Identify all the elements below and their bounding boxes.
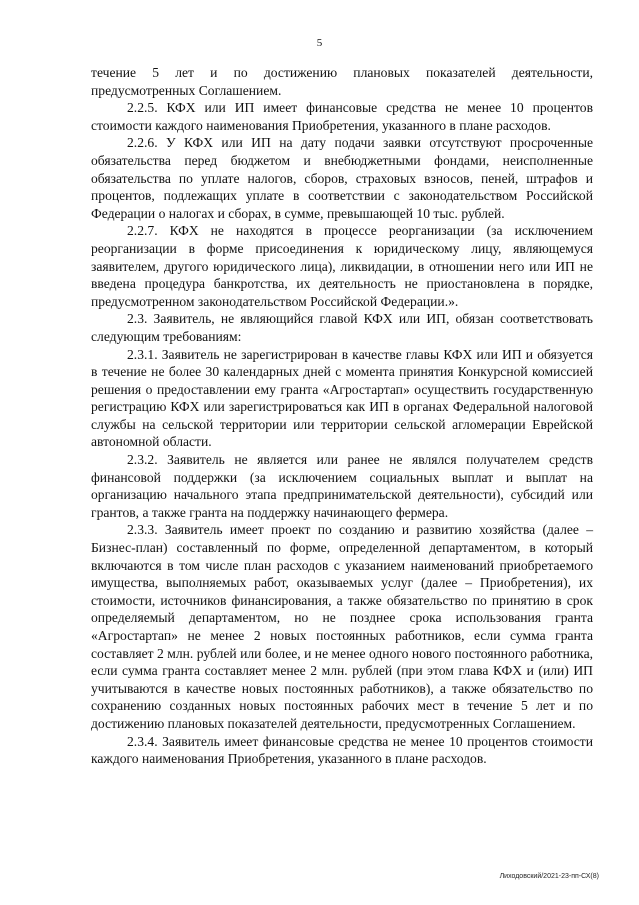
paragraph: 2.3.3. Заявитель имеет проект по созданию и развитию хозяйства (далее – Бизнес-план) составленный по форме, определенной департаментом, в который включаются в том числе план расходов с указанием наименований приобретаемого имущества, выполняемых работ, оказываемых услуг (далее – Приобретения), их стоимости, источников финансирования, а также обязательство по принятию в срок определяемый департаментом, но не позднее срока использования гранта «Агростартап» не менее 2 новых постоянных работников, если сумма гранта составляет 2 млн. рублей или более, и не менее одного нового постоянного работника, если сумма гранта составляет менее 2 млн. рублей (при этом глава КФХ и (или) ИП учитываются в качестве новых постоянных работников), а также обязательство по сохранению созданных новых постоянных рабочих мест в течение 5 лет и по достижению плановых показателей деятельности, предусмотренных Соглашением.	[91, 522, 593, 731]
paragraph: 2.3.1. Заявитель не зарегистрирован в качестве главы КФХ или ИП и обязуется в течение не более 30 календарных дней с момента принятия Конкурсной комиссией решения о предоставлении ему гранта «Агростартап» осуществить государственную регистрацию КФХ или зарегистрироваться как ИП в органах Федеральной налоговой службы на сельской территории или территории сельской агломерации Еврейской автономной области.	[91, 346, 593, 450]
paragraph: 2.3.4. Заявитель имеет финансовые средства не менее 10 процентов стоимости каждого наименования Приобретения, указанного в плане расходов.	[91, 733, 593, 767]
paragraph: течение 5 лет и по достижению плановых показателей деятельности, предусмотренных Соглашением.	[91, 65, 593, 98]
paragraph: 2.2.7. КФХ не находятся в процессе реорганизации (за исключением реорганизации в форме присоединения к юридическому лицу, являющемуся заявителем, другого юридического лица), ликвидации, в отношении него или ИП не введена процедура банкротства, их деятельность не приостановлена в порядке, предусмотренном законодательством Российской Федерации.».	[91, 223, 593, 309]
page-number: 5	[316, 37, 323, 49]
paragraph: 2.3. Заявитель, не являющийся главой КФХ или ИП, обязан соответствовать следующим требованиям:	[91, 311, 593, 344]
paragraph: 2.3.2. Заявитель не является или ранее не являлся получателем средств финансовой поддержки (за исключением социальных выплат и выплат на организацию начального этапа предпринимательской деятельности), субсидий или грантов, а также гранта на поддержку начинающего фермера.	[91, 452, 593, 520]
footer-document-code: Лиходовский/2021-23-пп-СХ(8)	[499, 873, 599, 880]
paragraph: 2.2.5. КФХ или ИП имеет финансовые средства не менее 10 процентов стоимости каждого наименования Приобретения, указанного в плане расходов.	[91, 100, 593, 133]
body-text	[91, 64, 593, 768]
paragraph: 2.2.6. У КФХ или ИП на дату подачи заявки отсутствуют просроченные обязательства перед бюджетом и внебюджетными фондами, неисполненные обязательства по уплате налогов, сборов, страховых взносов, пеней, штрафов и процентов, подлежащих уплате в соответствии с законодательством Российской Федерации о налогах и сборах, в сумме, превышающей 10 тыс. рублей.	[91, 135, 593, 221]
